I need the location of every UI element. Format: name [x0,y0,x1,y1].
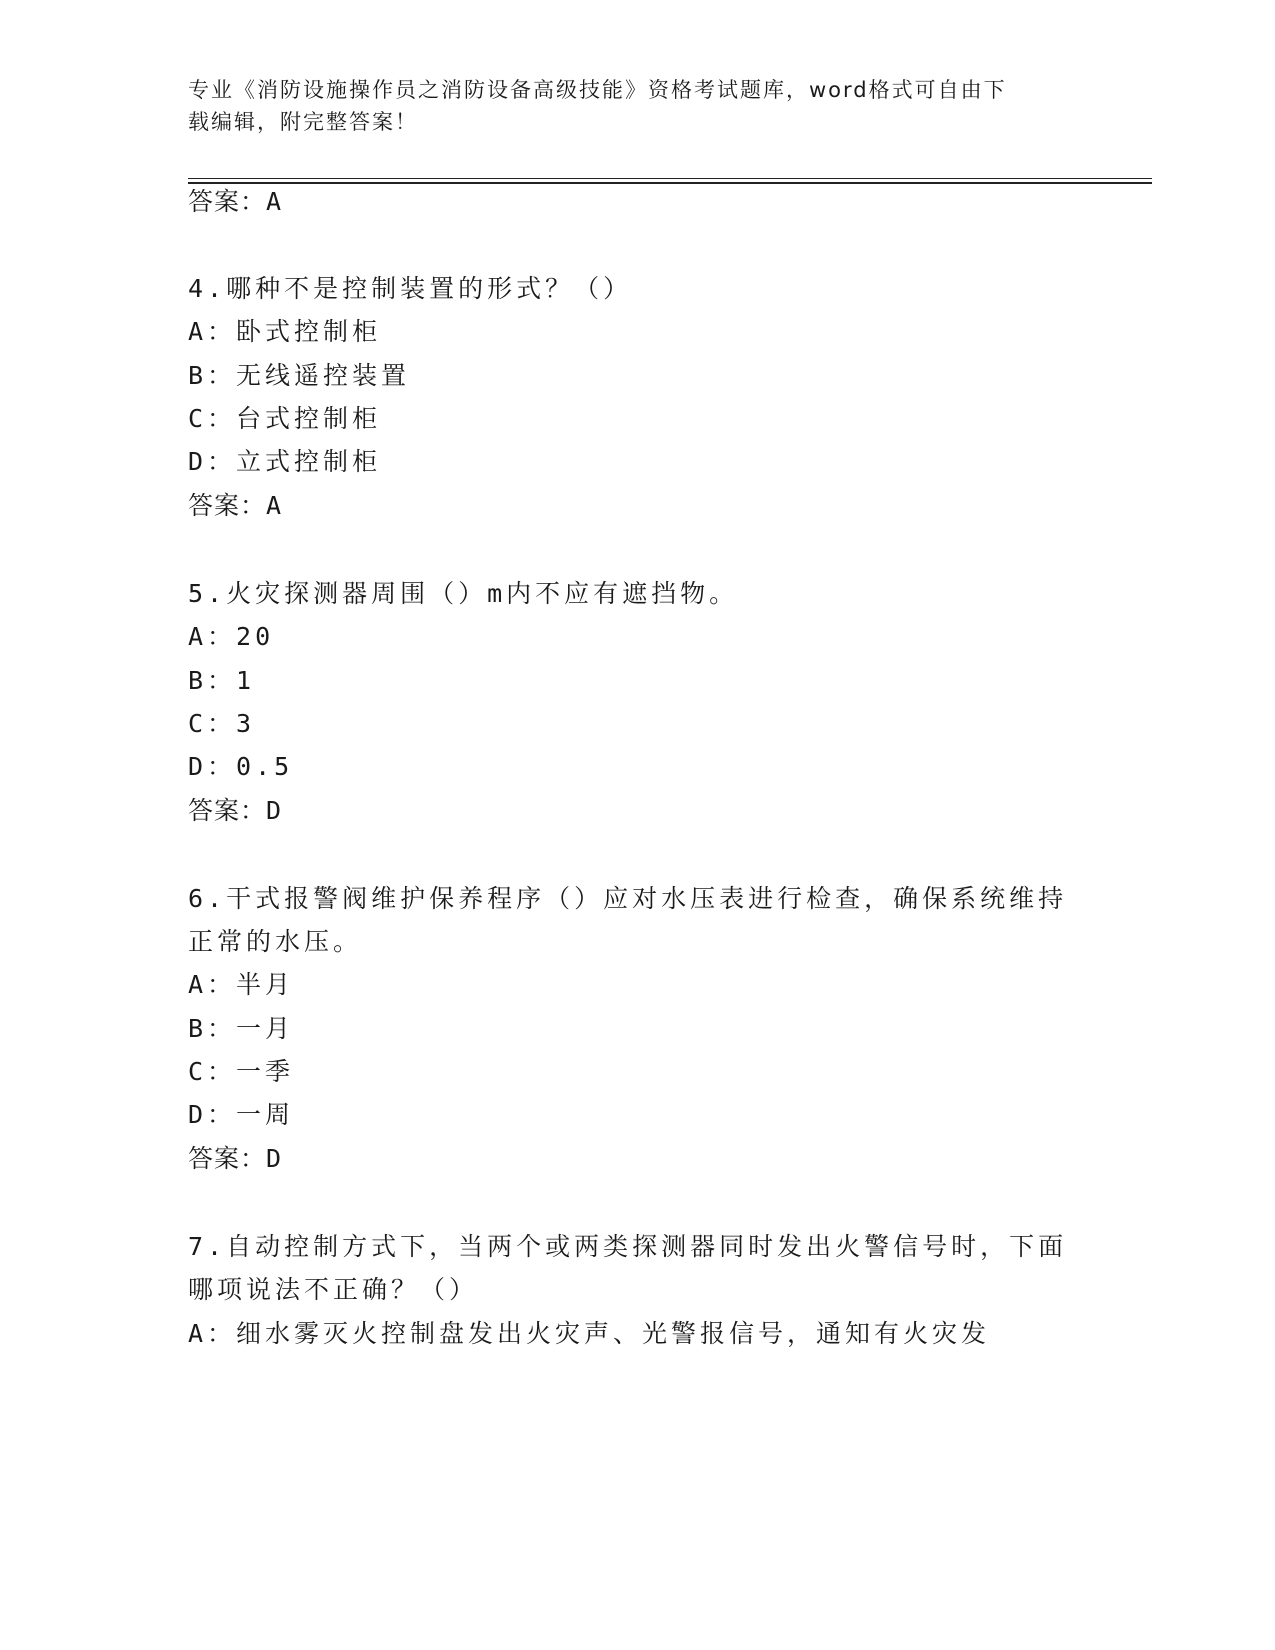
header-line-2: 载编辑，附完整答案！ [188,110,418,134]
question-6-option-c: C：一季 [188,1057,295,1086]
answer-value: A [266,187,283,216]
question-6-option-b: B：一月 [188,1014,295,1043]
question-4-option-a: A：卧式控制柜 [188,317,382,346]
header-divider-thick [188,182,1152,184]
question-5-stem: 5.火灾探测器周围（）m内不应有遮挡物。 [188,579,739,608]
header-line-1: 专业《消防设施操作员之消防设备高级技能》资格考试题库，word格式可自由下 [188,78,1007,102]
question-4-option-d: D：立式控制柜 [188,447,382,476]
question-5-option-b: B：1 [188,666,256,695]
question-7-stem-line-2: 哪项说法不正确？（） [188,1275,479,1304]
question-6-option-d: D：一周 [188,1100,295,1129]
answer-label: 答案： [188,1144,267,1173]
question-4-stem: 4.哪种不是控制装置的形式？（） [188,274,633,303]
question-5-option-c: C：3 [188,709,256,738]
answer-value: D [266,796,283,825]
document-header [188,74,1068,138]
question-4-answer [188,490,282,522]
answer-label: 答案： [188,796,267,825]
prev-question-answer [188,186,282,218]
answer-label: 答案： [188,187,267,216]
header-divider-thin [188,178,1152,179]
question-5-option-d: D：0.5 [188,752,294,781]
answer-value: D [266,1144,283,1173]
question-6-option-a: A：半月 [188,970,295,999]
answer-label: 答案： [188,491,267,520]
question-4-option-b: B：无线遥控装置 [188,361,411,390]
question-5-answer [188,795,282,827]
question-6-answer [188,1143,282,1175]
question-6-stem-line-2: 正常的水压。 [188,927,363,956]
question-5-option-a: A：20 [188,622,275,651]
answer-value: A [266,491,283,520]
question-7-stem-line-1: 7.自动控制方式下，当两个或两类探测器同时发出火警信号时，下面 [188,1232,1068,1261]
question-6-stem-line-1: 6.干式报警阀维护保养程序（）应对水压表进行检查，确保系统维持 [188,884,1068,913]
question-4-option-c: C：台式控制柜 [188,404,382,433]
question-7-option-a: A：细水雾灭火控制盘发出火灾声、光警报信号，通知有火灾发 [188,1319,991,1348]
